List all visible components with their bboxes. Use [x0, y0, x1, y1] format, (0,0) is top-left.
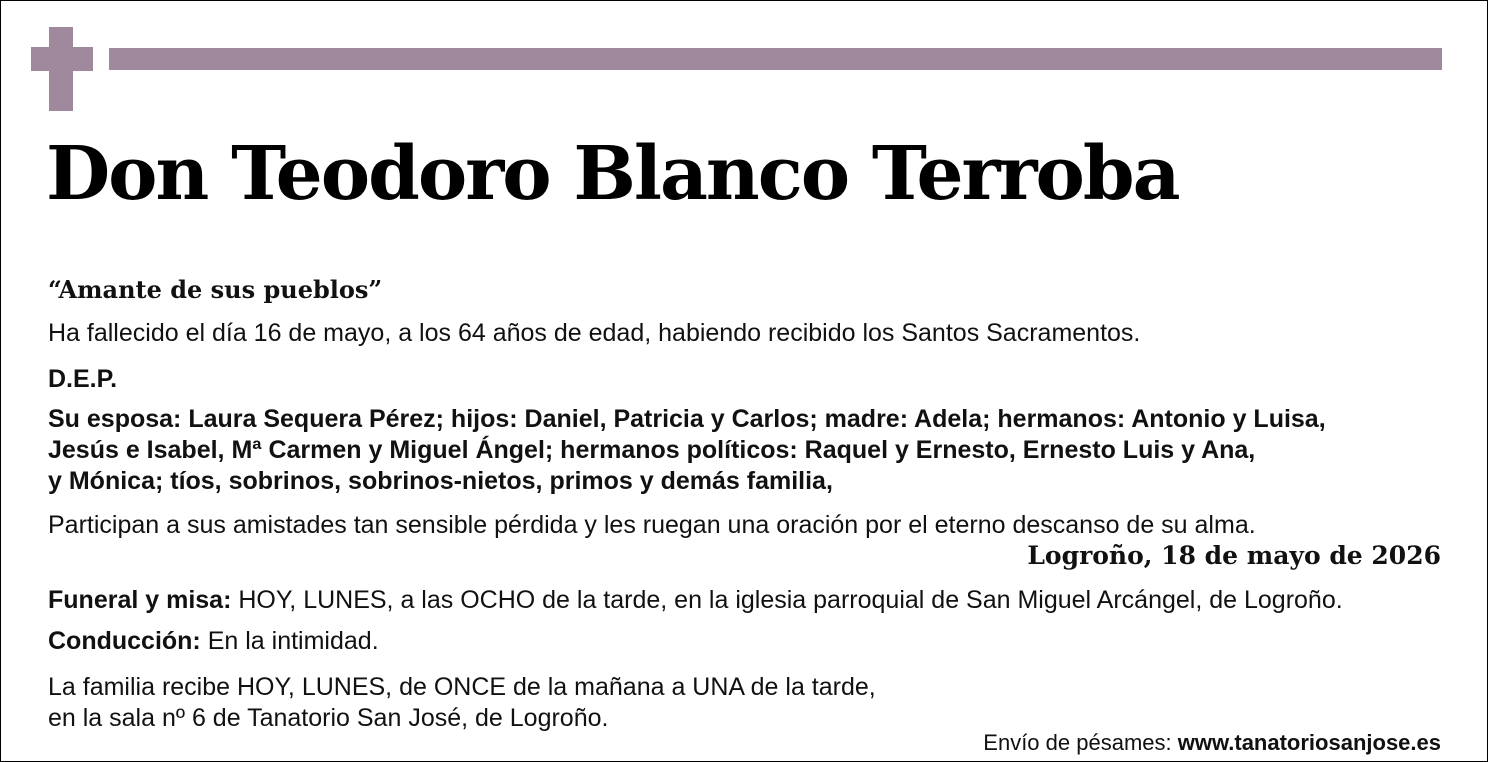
family-line: y Mónica; tíos, sobrinos, sobrinos-nietos, primos y demás familia, — [48, 467, 833, 495]
condolences-link[interactable]: www.tanatoriosanjose.es — [1177, 730, 1441, 755]
conduction-info — [48, 629, 379, 654]
conduction-label: Conducción: — [48, 627, 201, 655]
condolences-label: Envío de pésames: — [983, 730, 1178, 755]
epitaph: “Amante de sus pueblos” — [48, 275, 383, 304]
funeral-label: Funeral y misa: — [48, 586, 232, 614]
family-line: Jesús e Isabel, Mª Carmen y Miguel Ángel; hermanos políticos: Raquel y Ernesto, Ernesto Luis y Ana, — [48, 436, 1256, 464]
announcement: Ha fallecido el día 16 de mayo, a los 64 años de edad, habiendo recibido los Santos Sacramentos. — [48, 319, 1141, 347]
participation: Participan a sus amistades tan sensible pérdida y les ruegan una oración por el eterno descanso de su alma. — [48, 511, 1256, 539]
cross-icon-arm — [31, 47, 93, 71]
header-bar — [109, 48, 1442, 70]
place-date: Logroño, 18 de mayo de 2026 — [1027, 541, 1441, 570]
funeral-info — [48, 588, 1343, 613]
reception-line: en la sala nº 6 de Tanatorio San José, de Logroño. — [48, 704, 609, 732]
deceased-name: Don Teodoro Blanco Terroba — [46, 131, 1179, 217]
dep-text: D.E.P. — [48, 365, 118, 393]
conduction-text: En la intimidad. — [200, 627, 379, 655]
family-line: Su esposa: Laura Sequera Pérez; hijos: Daniel, Patricia y Carlos; madre: Adela; hermanos: Antonio y Luisa, — [48, 405, 1326, 433]
funeral-text: HOY, LUNES, a las OCHO de la tarde, en la iglesia parroquial de San Miguel Arcángel, de Logroño. — [231, 586, 1343, 614]
reception-line: La familia recibe HOY, LUNES, de ONCE de la mañana a UNA de la tarde, — [48, 673, 876, 701]
condolences — [983, 732, 1441, 754]
